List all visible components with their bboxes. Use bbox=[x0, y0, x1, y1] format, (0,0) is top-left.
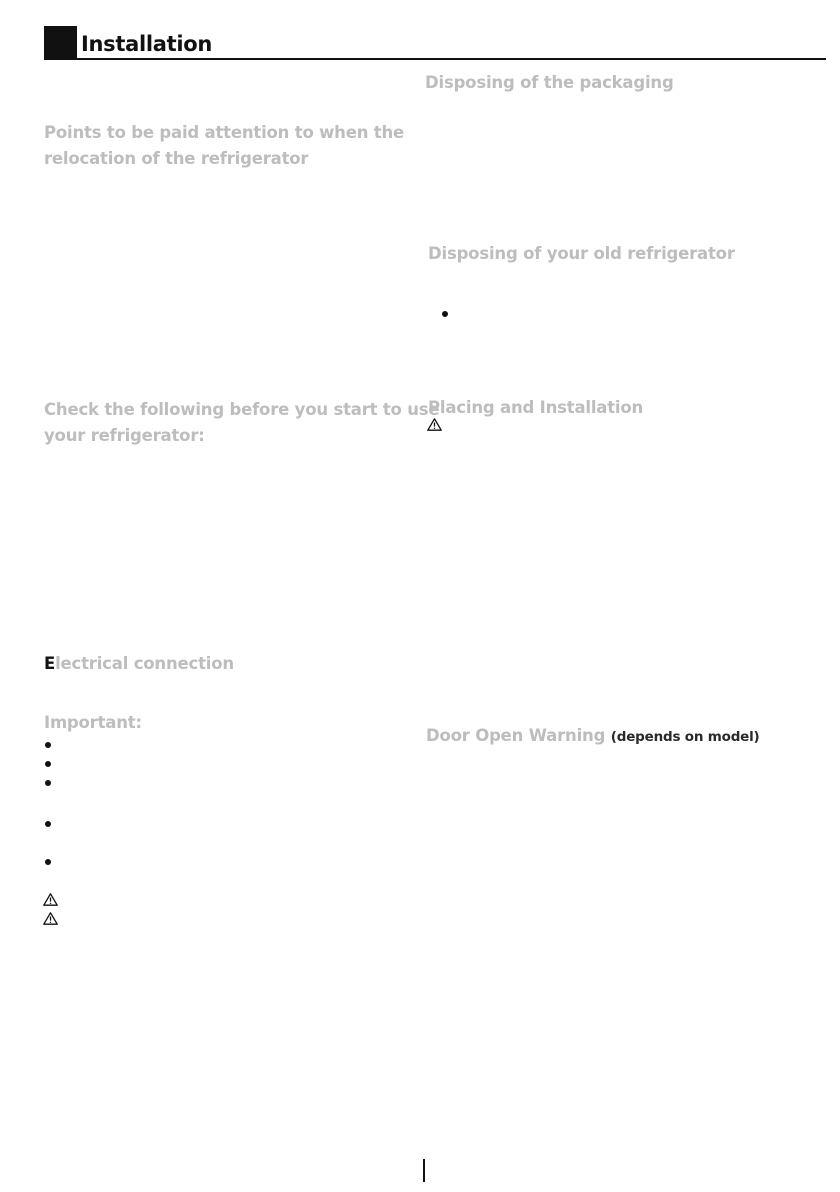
old-fridge-heading: Disposing of your old refrigerator bbox=[428, 244, 735, 263]
important-label: Important: bbox=[44, 713, 142, 732]
check-heading bbox=[44, 397, 439, 449]
bullet-dot-icon bbox=[45, 780, 51, 786]
warning-triangle-icon bbox=[427, 418, 442, 431]
electrical-heading-text: lectrical connection bbox=[55, 654, 234, 673]
bullet-dot-icon bbox=[45, 761, 51, 767]
packaging-heading: Disposing of the packaging bbox=[425, 73, 674, 92]
relocation-heading-line1: Points to be paid attention to when the bbox=[44, 123, 405, 142]
check-heading-line1: Check the following before you start to use bbox=[44, 400, 440, 419]
warning-triangle-icon bbox=[43, 912, 58, 925]
section-number-block bbox=[44, 26, 77, 60]
door-warning-heading bbox=[426, 723, 760, 750]
page-title: Installation bbox=[81, 32, 213, 56]
relocation-heading-line2: relocation of the refrigerator bbox=[44, 149, 309, 168]
electrical-heading bbox=[44, 651, 234, 677]
door-warning-title: Door Open Warning bbox=[426, 726, 606, 745]
check-heading-line2: your refrigerator: bbox=[44, 426, 205, 445]
warning-triangle-icon bbox=[43, 893, 58, 906]
bullet-dot-icon bbox=[45, 859, 51, 865]
bullet-dot-icon bbox=[45, 742, 51, 748]
page-number-marker bbox=[423, 1159, 425, 1182]
header-divider bbox=[44, 58, 826, 60]
electrical-heading-initial: E bbox=[44, 654, 56, 673]
relocation-heading bbox=[44, 120, 404, 172]
placing-heading: Placing and Installation bbox=[428, 398, 644, 417]
door-warning-note: (depends on model) bbox=[610, 729, 760, 745]
bullet-dot-icon bbox=[442, 311, 448, 317]
bullet-dot-icon bbox=[45, 821, 51, 827]
